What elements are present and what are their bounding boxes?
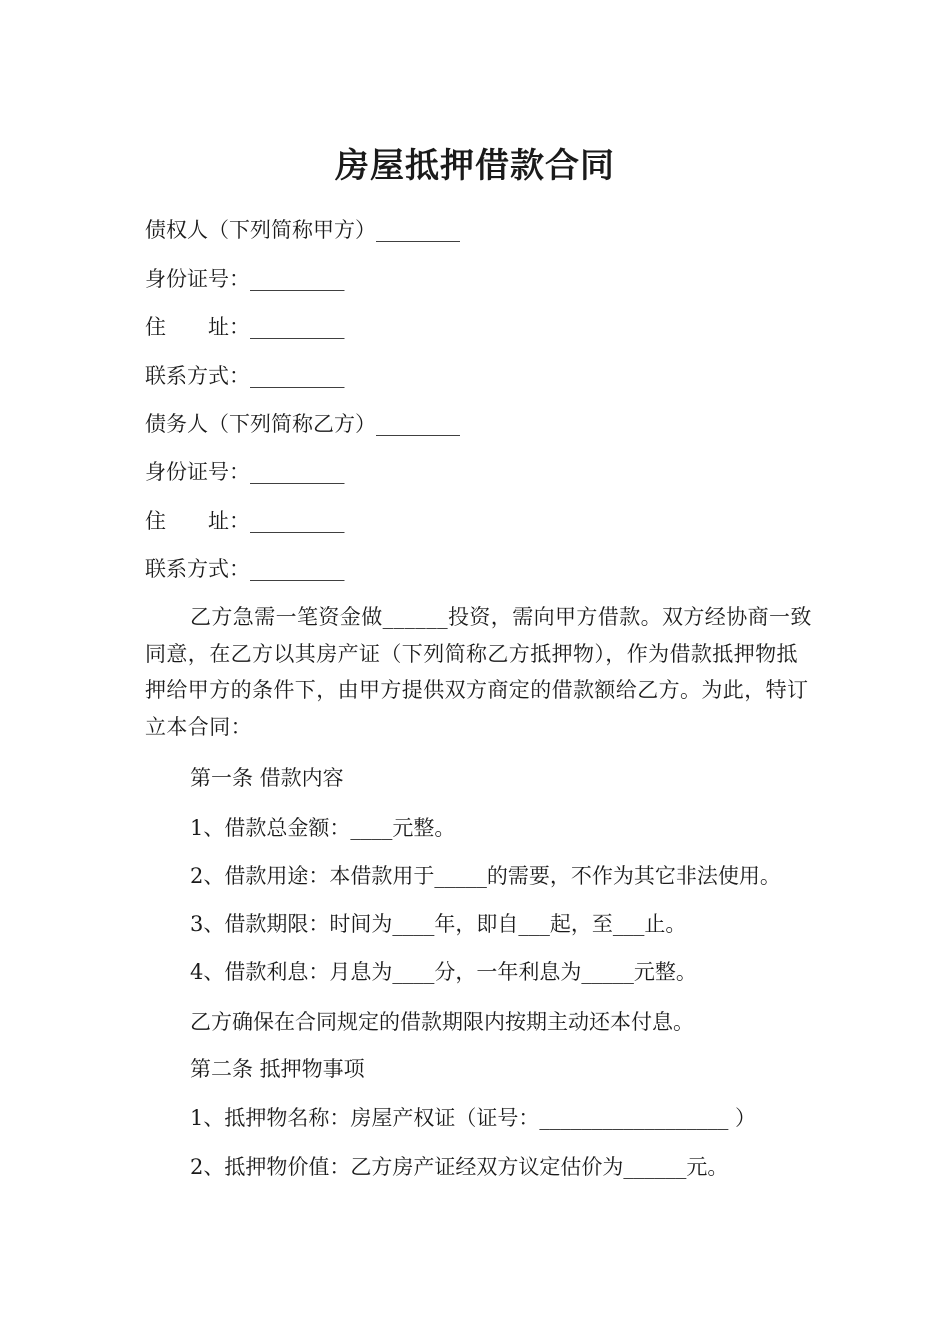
creditor-address xyxy=(145,313,345,341)
article1-item: 4、借款利息：月息为____分，一年利息为_____元整。 xyxy=(190,960,697,984)
article2-heading: 第二条 抵押物事项 xyxy=(190,1057,365,1081)
creditor-address-label-a: 住 xyxy=(145,315,166,339)
article1-note: 乙方确保在合同规定的借款期限内按期主动还本付息。 xyxy=(190,1010,694,1034)
creditor-heading: 债权人（下列简称甲方）________ xyxy=(145,218,460,242)
creditor-id: 身份证号：_________ xyxy=(145,267,345,291)
article2-item: 2、抵押物价值：乙方房产证经双方议定估价为______元。 xyxy=(190,1155,729,1179)
article1-item: 1、借款总金额：____元整。 xyxy=(190,816,456,840)
article1-item: 2、借款用途：本借款用于_____的需要，不作为其它非法使用。 xyxy=(190,864,781,888)
article1-item: 3、借款期限：时间为____年，即自___起，至___止。 xyxy=(190,912,687,936)
article1-heading: 第一条 借款内容 xyxy=(190,766,344,790)
document-title: 房屋抵押借款合同 xyxy=(335,146,615,186)
debtor-heading: 债务人（下列简称乙方）________ xyxy=(145,412,460,436)
debtor-contact: 联系方式：_________ xyxy=(145,557,345,581)
intro-paragraph: 乙方急需一笔资金做______投资，需向甲方借款。双方经协商一致同意，在乙方以其房产证（下列简称乙方抵押物），作为借款抵押物抵押给甲方的条件下，由甲方提供双方商定的借款额给乙方。为此，特订立本合同： xyxy=(145,605,812,739)
article2-item: 1、抵押物名称：房屋产权证（证号：__________________ ） xyxy=(190,1106,757,1130)
debtor-address-label-a: 住 xyxy=(145,509,166,533)
creditor-address-label-b: 址：_________ xyxy=(208,315,345,339)
debtor-address-label-b: 址：_________ xyxy=(208,509,345,533)
creditor-contact: 联系方式：_________ xyxy=(145,364,345,388)
debtor-id: 身份证号：_________ xyxy=(145,460,345,484)
debtor-address xyxy=(145,507,345,535)
